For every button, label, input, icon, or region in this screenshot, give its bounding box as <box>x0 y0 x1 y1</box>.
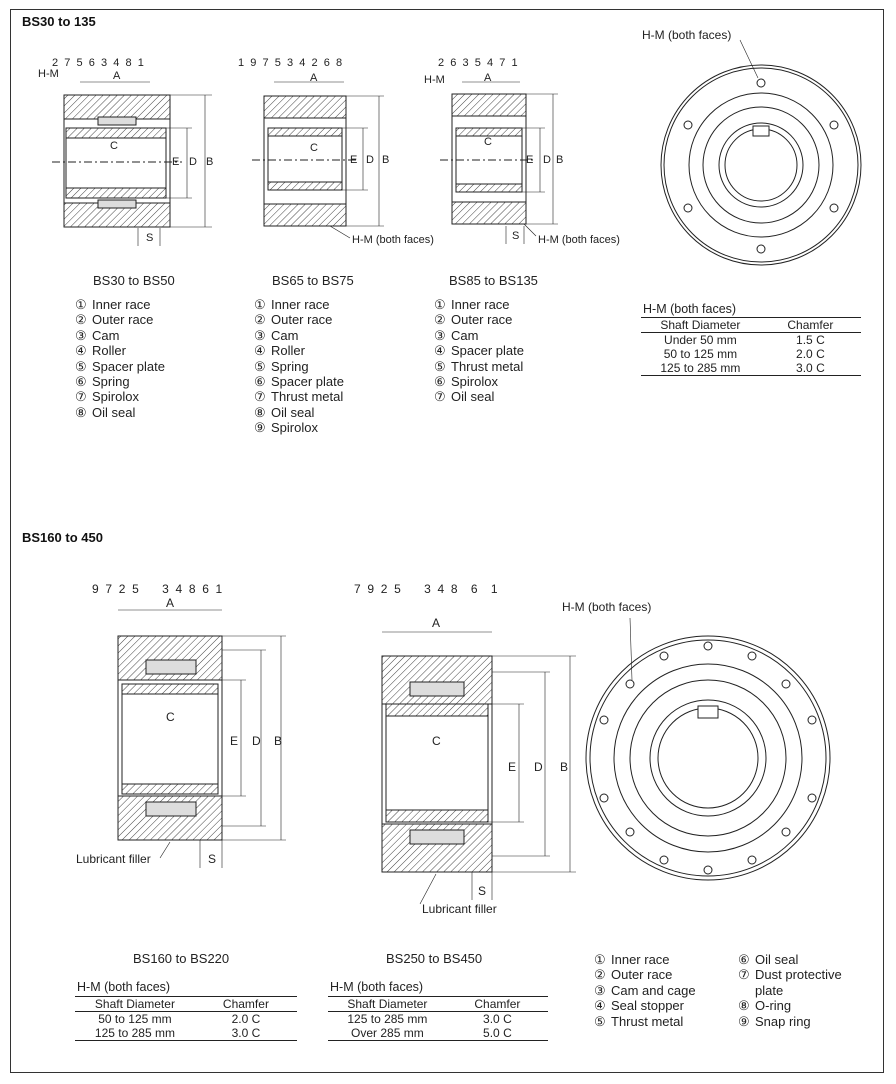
callout: 6 <box>450 57 457 69</box>
part-number: ⑦ <box>738 967 750 983</box>
part-number: ② <box>75 312 87 328</box>
part-name: Spirolox <box>451 374 498 390</box>
caption-bs160: BS160 to BS220 <box>133 951 230 966</box>
cell: 5.0 C <box>447 1026 548 1041</box>
list-item <box>738 1014 842 1029</box>
part-name: Outer race <box>271 312 333 328</box>
cell: 1.5 C <box>796 333 825 347</box>
lubricant-label-bs160: Lubricant filler <box>76 852 151 866</box>
part-number: ⑦ <box>254 389 266 405</box>
callout: 6 <box>323 57 330 69</box>
table-row <box>641 361 861 376</box>
part-name: Thrust metal <box>271 389 344 405</box>
list-item <box>75 389 165 404</box>
part-name: Snap ring <box>755 1013 811 1029</box>
callout: 4 <box>299 57 306 69</box>
part-number: ⑦ <box>75 389 87 405</box>
diagram-bs30 <box>52 82 212 246</box>
dim-e: E <box>526 154 534 166</box>
part-number: ⑤ <box>75 358 87 374</box>
callout: 5 <box>274 57 281 69</box>
part-number: ⑤ <box>594 1013 606 1029</box>
part-name: Spring <box>92 374 130 390</box>
callout: 9 <box>367 582 375 596</box>
list-item <box>434 359 524 374</box>
cell: 3.0 C <box>483 1012 512 1026</box>
part-name: Inner race <box>271 297 330 312</box>
callout: 3 <box>424 582 431 596</box>
part-name: Cam <box>92 327 120 343</box>
list-item <box>434 297 524 312</box>
callout: 4 <box>113 57 120 69</box>
list-item <box>75 359 165 374</box>
part-number: ③ <box>434 327 446 343</box>
list-item <box>75 297 165 312</box>
part-name: Spacer plate <box>92 358 165 374</box>
callout: 6 <box>470 582 478 596</box>
dim-a: A <box>113 70 121 82</box>
dim-s: S <box>512 230 520 242</box>
caption-bs65: BS65 to BS75 <box>272 273 354 288</box>
dim-b: B <box>556 154 564 166</box>
diagram-bs85 <box>440 82 558 244</box>
table-title-bs250: H-M (both faces) <box>330 980 424 994</box>
callout: 4 <box>487 57 494 69</box>
list-item <box>254 405 344 420</box>
dim-c: C <box>166 710 175 724</box>
list-item <box>254 343 344 358</box>
part-number: ④ <box>434 343 446 359</box>
parts-list-bs30 <box>75 297 165 420</box>
callout: 9 <box>92 582 99 596</box>
list-item <box>254 389 344 404</box>
list-item <box>594 952 696 967</box>
callout: 3 <box>101 57 108 69</box>
part-number: ② <box>594 967 606 983</box>
hm-both-label-bs65: H-M (both faces) <box>352 234 434 246</box>
header-chamfer: Chamfer <box>447 997 548 1012</box>
parts-list-bs160-col1 <box>594 952 696 1029</box>
list-item <box>254 328 344 343</box>
callout: 5 <box>76 57 83 69</box>
part-name: Spacer plate <box>451 343 524 359</box>
cell: 50 to 125 mm <box>98 1012 172 1026</box>
cell: Over 285 mm <box>328 1026 447 1041</box>
part-name: Cam <box>451 327 479 343</box>
header-shaft-diameter: Shaft Diameter <box>75 997 195 1012</box>
chamfer-table-bs250 <box>328 996 548 1041</box>
caption-bs250: BS250 to BS450 <box>386 951 483 966</box>
table-header-row <box>641 318 861 333</box>
dim-e: E <box>508 760 517 774</box>
cell: 125 to 285 mm <box>347 1012 428 1026</box>
hm-both-label-front-top: H-M (both faces) <box>642 28 732 42</box>
part-name: Inner race <box>451 297 510 312</box>
callout: 2 <box>438 57 445 69</box>
table-row <box>641 333 861 348</box>
part-number: ④ <box>254 343 266 359</box>
part-number: ⑥ <box>738 952 750 967</box>
part-name: Roller <box>92 343 126 359</box>
part-number: ⑤ <box>254 358 266 374</box>
dim-b: B <box>206 156 214 168</box>
part-name: Spirolox <box>271 420 318 436</box>
part-name: Cam <box>271 327 299 343</box>
callout: 1 <box>238 57 245 69</box>
part-number: ⑦ <box>434 389 446 405</box>
callout: 2 <box>118 582 126 596</box>
part-number: ⑨ <box>738 1013 750 1029</box>
callout: 1 <box>215 582 223 596</box>
list-item <box>254 297 344 312</box>
part-name: Spirolox <box>92 389 139 405</box>
callout: 2 <box>311 57 318 69</box>
part-number: ⑤ <box>434 358 446 374</box>
part-number: ① <box>434 297 446 312</box>
list-item <box>75 343 165 358</box>
header-shaft-diameter: Shaft Diameter <box>328 997 447 1012</box>
part-number: ⑧ <box>254 404 266 420</box>
part-number: ② <box>254 312 266 328</box>
list-item <box>434 343 524 358</box>
dim-s: S <box>208 852 217 866</box>
part-number: ② <box>434 312 446 328</box>
callout: 7 <box>262 57 269 69</box>
dim-d: D <box>189 156 197 168</box>
callouts-bs65 <box>238 57 342 69</box>
part-name: Outer race <box>611 967 673 983</box>
callouts-bs160 <box>92 582 222 596</box>
header-shaft-diameter: Shaft Diameter <box>641 318 760 333</box>
dim-s: S <box>478 884 487 898</box>
table-row <box>328 1026 548 1041</box>
callout: 8 <box>188 582 196 596</box>
list-item <box>75 328 165 343</box>
table-row <box>328 1012 548 1027</box>
dim-b: B <box>274 734 283 748</box>
dim-c: C <box>110 140 118 152</box>
table-header-row <box>328 997 548 1012</box>
list-item <box>594 998 696 1013</box>
list-item <box>434 374 524 389</box>
callout: 6 <box>202 582 209 596</box>
hm-label-bs85: H-M <box>424 74 445 86</box>
list-item <box>594 967 696 982</box>
callout: 3 <box>287 57 294 69</box>
dim-c: C <box>310 142 318 154</box>
part-number: ③ <box>75 327 87 343</box>
callout: 2 <box>380 582 388 596</box>
part-number: ④ <box>75 343 87 359</box>
list-item <box>254 312 344 327</box>
callout: 7 <box>105 582 113 596</box>
parts-list-bs160-col2 <box>738 952 842 1029</box>
list-item <box>594 1014 696 1029</box>
part-name: Thrust metal <box>451 358 524 374</box>
list-item <box>254 420 344 435</box>
list-item <box>738 983 842 998</box>
part-number: ① <box>75 297 87 312</box>
part-name: Roller <box>271 343 305 359</box>
callout: 6 <box>88 57 95 69</box>
part-name: Cam and cage <box>611 982 696 998</box>
dim-c: C <box>432 734 441 748</box>
callout: 4 <box>437 582 445 596</box>
list-item <box>75 312 165 327</box>
part-number: ③ <box>254 327 266 343</box>
callout: 7 <box>64 57 71 69</box>
part-name: Spring <box>271 358 309 374</box>
dim-a: A <box>166 596 175 610</box>
list-item <box>254 359 344 374</box>
section-title-top: BS30 to 135 <box>22 14 96 29</box>
cell: 2.0 C <box>231 1012 261 1026</box>
part-name: Oil seal <box>451 389 495 405</box>
part-name: Oil seal <box>271 404 315 420</box>
dim-d: D <box>543 154 551 166</box>
section-title-bottom: BS160 to 450 <box>22 530 103 545</box>
table-title-top: H-M (both faces) <box>643 302 737 316</box>
part-number: ① <box>594 952 606 967</box>
list-item <box>254 374 344 389</box>
dim-d: D <box>534 760 543 774</box>
part-number: ④ <box>594 998 606 1014</box>
part-name: Inner race <box>92 297 151 312</box>
callout: 5 <box>132 582 139 596</box>
caption-bs85: BS85 to BS135 <box>449 273 538 288</box>
callouts-bs85 <box>438 57 518 69</box>
part-name: Outer race <box>92 312 154 328</box>
cell: Under 50 mm <box>664 333 737 347</box>
lubricant-label-bs250: Lubricant filler <box>422 902 497 916</box>
part-number: ⑧ <box>738 998 750 1014</box>
dim-c: C <box>484 136 492 148</box>
table-row <box>641 347 861 361</box>
dim-a: A <box>310 72 318 84</box>
part-name: Outer race <box>451 312 513 328</box>
cell: 125 to 285 mm <box>75 1026 195 1041</box>
dim-e: E <box>230 734 239 748</box>
list-item <box>434 312 524 327</box>
hm-label-bs30: H-M <box>38 68 59 80</box>
parts-list-bs65 <box>254 297 344 436</box>
callout: 2 <box>52 57 59 69</box>
part-name: Dust protective <box>755 967 842 983</box>
cell: 50 to 125 mm <box>663 347 738 361</box>
callout: 5 <box>394 582 401 596</box>
list-item <box>738 967 842 982</box>
part-number: ⑥ <box>75 374 87 390</box>
caption-bs30: BS30 to BS50 <box>93 273 175 288</box>
part-number: ⑨ <box>254 420 266 436</box>
diagram-bs65 <box>252 82 384 238</box>
part-number: ⑧ <box>75 404 87 420</box>
callouts-bs30 <box>52 57 144 69</box>
callout: 5 <box>474 57 481 69</box>
chamfer-table-bs160 <box>75 996 297 1041</box>
part-number: ⑥ <box>254 374 266 390</box>
callout: 9 <box>250 57 257 69</box>
dim-d: D <box>252 734 261 748</box>
dim-d: D <box>366 154 374 166</box>
diagram-bs250 <box>382 632 576 904</box>
callout: 1 <box>511 57 518 69</box>
list-item <box>75 374 165 389</box>
callout: 3 <box>462 57 469 69</box>
callout: 1 <box>137 57 144 69</box>
callout: 8 <box>450 582 458 596</box>
table-row <box>75 1012 297 1027</box>
list-item <box>434 389 524 404</box>
header-chamfer: Chamfer <box>195 997 297 1012</box>
chamfer-table-top <box>641 317 861 376</box>
part-number: ⑥ <box>434 374 446 390</box>
part-number: ① <box>254 297 266 312</box>
part-name: plate <box>755 982 784 998</box>
list-item <box>738 952 842 967</box>
callout: 7 <box>354 582 361 596</box>
list-item <box>75 405 165 420</box>
table-row <box>75 1026 297 1041</box>
list-item <box>738 998 842 1013</box>
hm-both-label-front-bottom: H-M (both faces) <box>562 600 652 614</box>
part-name: O-ring <box>755 998 792 1014</box>
part-number: ③ <box>594 982 606 998</box>
callout: 8 <box>125 57 132 69</box>
callout: 3 <box>162 582 169 596</box>
cell: 125 to 285 mm <box>641 361 760 376</box>
header-chamfer: Chamfer <box>760 318 861 333</box>
parts-list-bs85 <box>434 297 524 405</box>
part-name: Oil seal <box>92 404 136 420</box>
part-name: Inner race <box>611 952 670 967</box>
callout: 4 <box>175 582 183 596</box>
front-view-bottom <box>586 618 830 880</box>
dim-b: B <box>382 154 390 166</box>
list-item <box>434 328 524 343</box>
callout: 8 <box>336 57 343 69</box>
part-name: Spacer plate <box>271 374 344 390</box>
table-title-bs160: H-M (both faces) <box>77 980 171 994</box>
front-view-top <box>661 40 861 265</box>
cell: 2.0 C <box>796 347 825 361</box>
dim-a: A <box>484 72 492 84</box>
part-name: Thrust metal <box>611 1013 684 1029</box>
dim-e: E <box>350 154 358 166</box>
cell: 3.0 C <box>760 361 861 376</box>
list-item <box>594 983 696 998</box>
callouts-bs250 <box>354 582 498 596</box>
hm-both-label-bs85: H-M (both faces) <box>538 234 620 246</box>
dim-s: S <box>146 232 154 244</box>
dim-e: E <box>172 156 180 168</box>
table-header-row <box>75 997 297 1012</box>
part-name: Seal stopper <box>611 998 684 1014</box>
callout: 1 <box>490 582 498 596</box>
dim-b: B <box>560 760 569 774</box>
part-name: Oil seal <box>755 952 799 967</box>
cell: 3.0 C <box>195 1026 297 1041</box>
dim-a: A <box>432 616 441 630</box>
callout: 7 <box>499 57 506 69</box>
